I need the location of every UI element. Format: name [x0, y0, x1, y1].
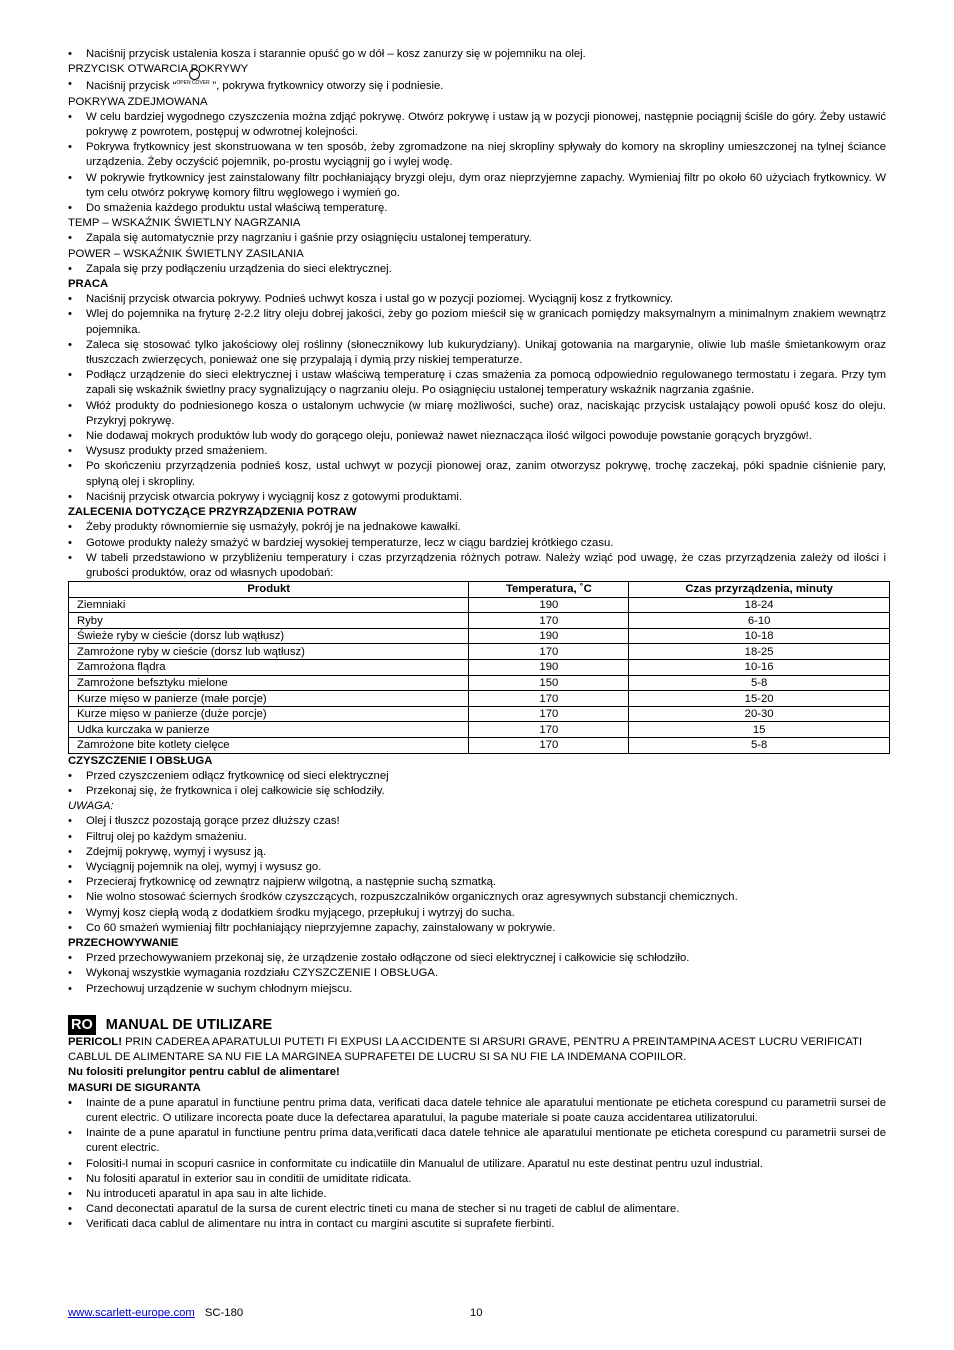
product-cell: Ziemniaki — [69, 597, 469, 613]
list-item: • Wyciągnij pojemnik na olej, wymyj i wysusz go. — [68, 860, 886, 875]
time-cell: 20-30 — [629, 706, 890, 722]
product-cell: Kurze mięso w panierze (duże porcje) — [69, 706, 469, 722]
warning-label: UWAGA: — [68, 800, 114, 813]
section-heading-open-button: PRZYCISK OTWARCIA POKRYWY — [68, 63, 249, 76]
temperature-cell: 190 — [469, 660, 629, 676]
section-heading-temp: TEMP – WSKAŹNIK ŚWIETLNY NAGRZANIA — [68, 217, 301, 230]
power-list — [68, 262, 886, 277]
list-item: • Wysusz produkty przed smażeniem. — [68, 444, 886, 459]
time-cell: 15-20 — [629, 691, 890, 707]
product-cell: Kurze mięso w panierze (małe porcje) — [69, 691, 469, 707]
cleaning-list — [68, 769, 886, 799]
recommendations-list — [68, 520, 886, 581]
temperature-cell: 190 — [469, 628, 629, 644]
list-item: • Żeby produkty równomiernie się usmażyły, pokrój je na jednakowe kawałki. — [68, 520, 886, 535]
column-header: Temperatura, ˚C — [469, 582, 629, 598]
list-item: • Zapala się przy podłączeniu urządzenia do sieci elektrycznej. — [68, 262, 886, 277]
temperature-cell: 150 — [469, 675, 629, 691]
table-row — [69, 706, 890, 722]
section-heading-safety: MASURI DE SIGURANTA — [68, 1081, 201, 1094]
list-item: • Przecieraj frytkownicę od zewnątrz najpierw wilgotną, a następnie suchą szmatką. — [68, 875, 886, 890]
list-item: • Włóż produkty do podniesionego kosza o ustalonym uchwycie (w miarę możliwości, suche) oraz, naciskając przycisk ustalający powoli opuść kosz do oleju. Przykryj pokrywę. — [68, 399, 886, 429]
list-item: • Nu folositi aparatul in exterior sau in conditii de umiditate ridicata. — [68, 1172, 886, 1187]
list-item — [68, 77, 886, 94]
list-item: • Do smażenia każdego produktu ustal właściwą temperaturę. — [68, 201, 886, 216]
product-cell: Zamrożone ryby w cieście (dorsz lub wątłusz) — [69, 644, 469, 660]
column-header: Czas przyrządzenia, minuty — [629, 582, 890, 598]
column-header: Produkt — [69, 582, 469, 598]
extension-cord-warning: Nu folositi prelungitor pentru cablul de alimentare! — [68, 1066, 340, 1079]
list-item: • Inainte de a pune aparatul in functiune pentru prima data,verificati daca datele tehnice ale aparatului mentionate pe eticheta corespund cu parametrii sursei de curent electric. — [68, 1126, 886, 1156]
ro-title-text: MANUAL DE UTILIZARE — [105, 1016, 273, 1033]
list-item: • Co 60 smażeń wymieniaj filtr pochłaniający nieprzyjemne zapachy, zainstalowany w pokrywie. — [68, 921, 886, 936]
open-post-text: ”, pokrywa frytkownicy otworzy się i podniesie. — [212, 80, 444, 93]
temperature-cell: 170 — [469, 644, 629, 660]
list-item: • Podłącz urządzenie do sieci elektrycznej i ustaw właściwą temperaturę i czas smażenia za pomocą odpowiednio regulowanego termostatu i zegara. Przy tym zapali się wskaźnik świetlny pracy sygnalizujący o nagrzaniu oleju. Po osiągnięciu ustalonej temperatury wskaźnik nagrzania zgaśnie. — [68, 368, 886, 398]
table-row — [69, 613, 890, 629]
temperature-cell: 170 — [469, 738, 629, 754]
product-cell: Świeże ryby w cieście (dorsz lub wątłusz) — [69, 628, 469, 644]
storage-list — [68, 951, 886, 997]
time-cell: 10-18 — [629, 628, 890, 644]
open-cover-icon — [176, 77, 212, 91]
section-heading-storage: PRZECHOWYWANIE — [68, 937, 179, 950]
table-row — [69, 738, 890, 754]
temperature-cell: 170 — [469, 691, 629, 707]
table-row — [69, 628, 890, 644]
language-badge: RO — [68, 1015, 96, 1035]
safety-list — [68, 1096, 886, 1233]
website-link[interactable]: www.scarlett-europe.com — [68, 1307, 195, 1319]
product-cell: Zamrożona flądra — [69, 660, 469, 676]
danger-label: PERICOL! — [68, 1035, 122, 1048]
list-item: • Wlej do pojemnika na fryturę 2-2.2 litry oleju dobrej jakości, żeby go poziom mieścił się w granicach pomiędzy maksymalnym a minimalnym znakiem wewnątrz pojemnika. — [68, 307, 886, 337]
list-item: • Wykonaj wszystkie wymagania rozdziału CZYSZCZENIE I OBSŁUGA. — [68, 966, 886, 981]
list-item: • Naciśnij przycisk ustalenia kosza i starannie opuść go w dół – kosz zanurzy się w pojemniku na olej. — [68, 47, 886, 62]
list-item: • Zdejmij pokrywę, wymyj i wysusz ją. — [68, 845, 886, 860]
list-item: • Pokrywa frytkownicy jest skonstruowana w ten sposób, żeby zgromadzone na niej skropliny spływały do komory na skropliny umieszczonej na tylnej ściance urządzenia. Żeby oczyścić pojemnik, po-prostu wyciągnij go i wylej wodę. — [68, 140, 886, 170]
product-cell: Udka kurczaka w panierze — [69, 722, 469, 738]
time-cell: 6-10 — [629, 613, 890, 629]
warning-list — [68, 814, 886, 936]
table-row — [69, 660, 890, 676]
time-cell: 5-8 — [629, 738, 890, 754]
list-item: • Nie dodawaj mokrych produktów lub wody do gorącego oleju, ponieważ nawet nieznacząca ilość wilgoci powoduje powstanie gorących bryzgów!. — [68, 429, 886, 444]
model-number: SC-180 — [204, 1307, 244, 1319]
cover-list — [68, 110, 886, 216]
list-item: • Nu introduceti aparatul in apa sau in alte lichide. — [68, 1187, 886, 1202]
section-heading-power: POWER – WSKAŹNIK ŚWIETLNY ZASILANIA — [68, 247, 304, 260]
danger-paragraph — [68, 1035, 886, 1065]
list-item: • Gotowe produkty należy smażyć w bardziej wysokiej temperaturze, lecz w ciągu bardziej krótkiego czasu. — [68, 536, 886, 551]
basket-list — [68, 47, 886, 62]
temp-list — [68, 231, 886, 246]
list-item: • W tabeli przedstawiono w przybliżeniu temperatury i czas przyrządzenia różnych potraw. Należy wziąć pod uwagę, że czas przyrządzenia zależy od ilości i grubości produktów, oraz od własnych upodobań: — [68, 551, 886, 581]
praca-list — [68, 292, 886, 505]
section-heading-recommendations: ZALECENIA DOTYCZĄCE PRZYRZĄDZENIA POTRAW — [68, 506, 357, 519]
table-row — [69, 597, 890, 613]
list-item: • Naciśnij przycisk otwarcia pokrywy. Podnieś uchwyt kosza i ustal go w pozycji poziomej. Wyciągnij kosz z frytkownicy. — [68, 292, 886, 307]
list-item: • Przechowuj urządzenie w suchym chłodnym miejscu. — [68, 982, 886, 997]
list-item: • Cand deconectati aparatul de la sursa de curent electric tineti cu mana de stecher si nu trageti de cablul de alimentare. — [68, 1202, 886, 1217]
page-footer — [68, 1307, 886, 1319]
list-item: • W pokrywie frytkownicy jest zainstalowany filtr pochłaniający bryzgi oleju, dym oraz nieprzyjemne zapachy. Wymieniaj filtr po około 60 użyciach frytkownicy. W tym celu otwórz pokrywę komory filtru węglowego i wymień go. — [68, 171, 886, 201]
list-item: • Po skończeniu przyrządzenia podnieś kosz, ustal uchwyt w pozycji pionowej oraz, zanim otworzysz pokrywę, trochę zaczekaj, póki spadnie ciśnienie pary, spłyną olej i skropliny. — [68, 459, 886, 489]
temperature-cell: 170 — [469, 706, 629, 722]
section-heading-cover: POKRYWA ZDEJMOWANA — [68, 95, 208, 108]
list-item: • Inainte de a pune aparatul in functiune pentru prima data, verificati daca datele tehnice ale aparatului mentionate pe eticheta corespund cu parametrii sursei de curent electric. O utilizare incorecta poate duce la defectarea aparatului, la pagube materiale si poate cauza accidentarea utilizatorului. — [68, 1096, 886, 1126]
list-item: • W celu bardziej wygodnego czyszczenia można zdjąć pokrywę. Otwórz pokrywę i ustaw ją w pozycji pionowej, następnie pociągnij ściśle do góry. Żeby ustawić pokrywę z powrotem, postępuj w odwrotnej kolejności. — [68, 110, 886, 140]
button-circle-icon — [189, 69, 200, 80]
time-cell: 18-25 — [629, 644, 890, 660]
list-item: • Filtruj olej po każdym smażeniu. — [68, 830, 886, 845]
temperature-cell: 170 — [469, 613, 629, 629]
table-row — [69, 644, 890, 660]
product-cell: Zamrożone bite kotlety cielęce — [69, 738, 469, 754]
list-item: • Naciśnij przycisk otwarcia pokrywy i wyciągnij kosz z gotowymi produktami. — [68, 490, 886, 505]
table-row — [69, 675, 890, 691]
list-item: • Przed przechowywaniem przekonaj się, że urządzenie zostało odłączone od sieci elektrycznej i całkowicie się schłodziło. — [68, 951, 886, 966]
time-cell: 10-16 — [629, 660, 890, 676]
table-row — [69, 691, 890, 707]
table-header-row — [69, 582, 890, 598]
list-item: • Przed czyszczeniem odłącz frytkownicę od sieci elektrycznej — [68, 769, 886, 784]
page-number: 10 — [470, 1307, 483, 1319]
time-cell: 18-24 — [629, 597, 890, 613]
product-cell: Zamrożone befsztyku mielone — [69, 675, 469, 691]
list-item: • Folositi-l numai in scopuri casnice in conformitate cu indicatiile din Manualul de utilizare. Aparatul nu este destinat pentru uzul industrial. — [68, 1157, 886, 1172]
time-cell: 15 — [629, 722, 890, 738]
product-cell: Ryby — [69, 613, 469, 629]
list-item: • Verificati daca cablul de alimentare nu intra in contact cu margini ascutite si suprafete fierbinti. — [68, 1217, 886, 1232]
manual-page — [68, 47, 886, 1233]
ro-manual-title — [68, 1015, 886, 1035]
temperature-cell: 170 — [469, 722, 629, 738]
open-cover-icon-label: OPEN COVER — [176, 80, 210, 87]
list-item: • Nie wolno stosować ściernych środków czyszczących, rozpuszczalników organicznych oraz agresywnych substancji chemicznych. — [68, 890, 886, 905]
open-button-list — [68, 77, 886, 94]
section-heading-cleaning: CZYSZCZENIE I OBSŁUGA — [68, 754, 213, 767]
cooking-table — [68, 581, 890, 754]
list-item: • Wymyj kosz ciepłą wodą z dodatkiem środku myjącego, przepłukuj i wytrzyj do sucha. — [68, 906, 886, 921]
table-row — [69, 722, 890, 738]
section-heading-praca: PRACA — [68, 278, 109, 291]
danger-text: PRIN CADEREA APARATULUI PUTETI FI EXPUSI LA ACCIDENTE SI ARSURI GRAVE, PENTRU A PREINTAMPINA ACEST LUCRU VERIFICATI CABLUL DE ALIMENTARE SA NU FIE LA MARGINEA SUPRAFETEI DE LUCRU SI SA NU FIE LA INDEMANA COPIILOR. — [68, 1035, 863, 1064]
list-item: • Przekonaj się, że frytkownica i olej całkowicie się schłodziły. — [68, 784, 886, 799]
list-item: • Zapala się automatycznie przy nagrzaniu i gaśnie przy osiągnięciu ustalonej temperatury. — [68, 231, 886, 246]
temperature-cell: 190 — [469, 597, 629, 613]
open-pre-text: Naciśnij przycisk “ — [86, 80, 177, 93]
list-item: • Zaleca się stosować tylko jakościowy olej roślinny (słonecznikowy lub kukurydziany). Unikaj gotowania na margarynie, oliwie lub maśle śmietankowym oraz tłuszczach zwierzęcych, ponieważ one się przypalają i dymią przy niskiej temperaturze. — [68, 338, 886, 368]
time-cell: 5-8 — [629, 675, 890, 691]
list-item: • Olej i tłuszcz pozostają gorące przez dłuższy czas! — [68, 814, 886, 829]
